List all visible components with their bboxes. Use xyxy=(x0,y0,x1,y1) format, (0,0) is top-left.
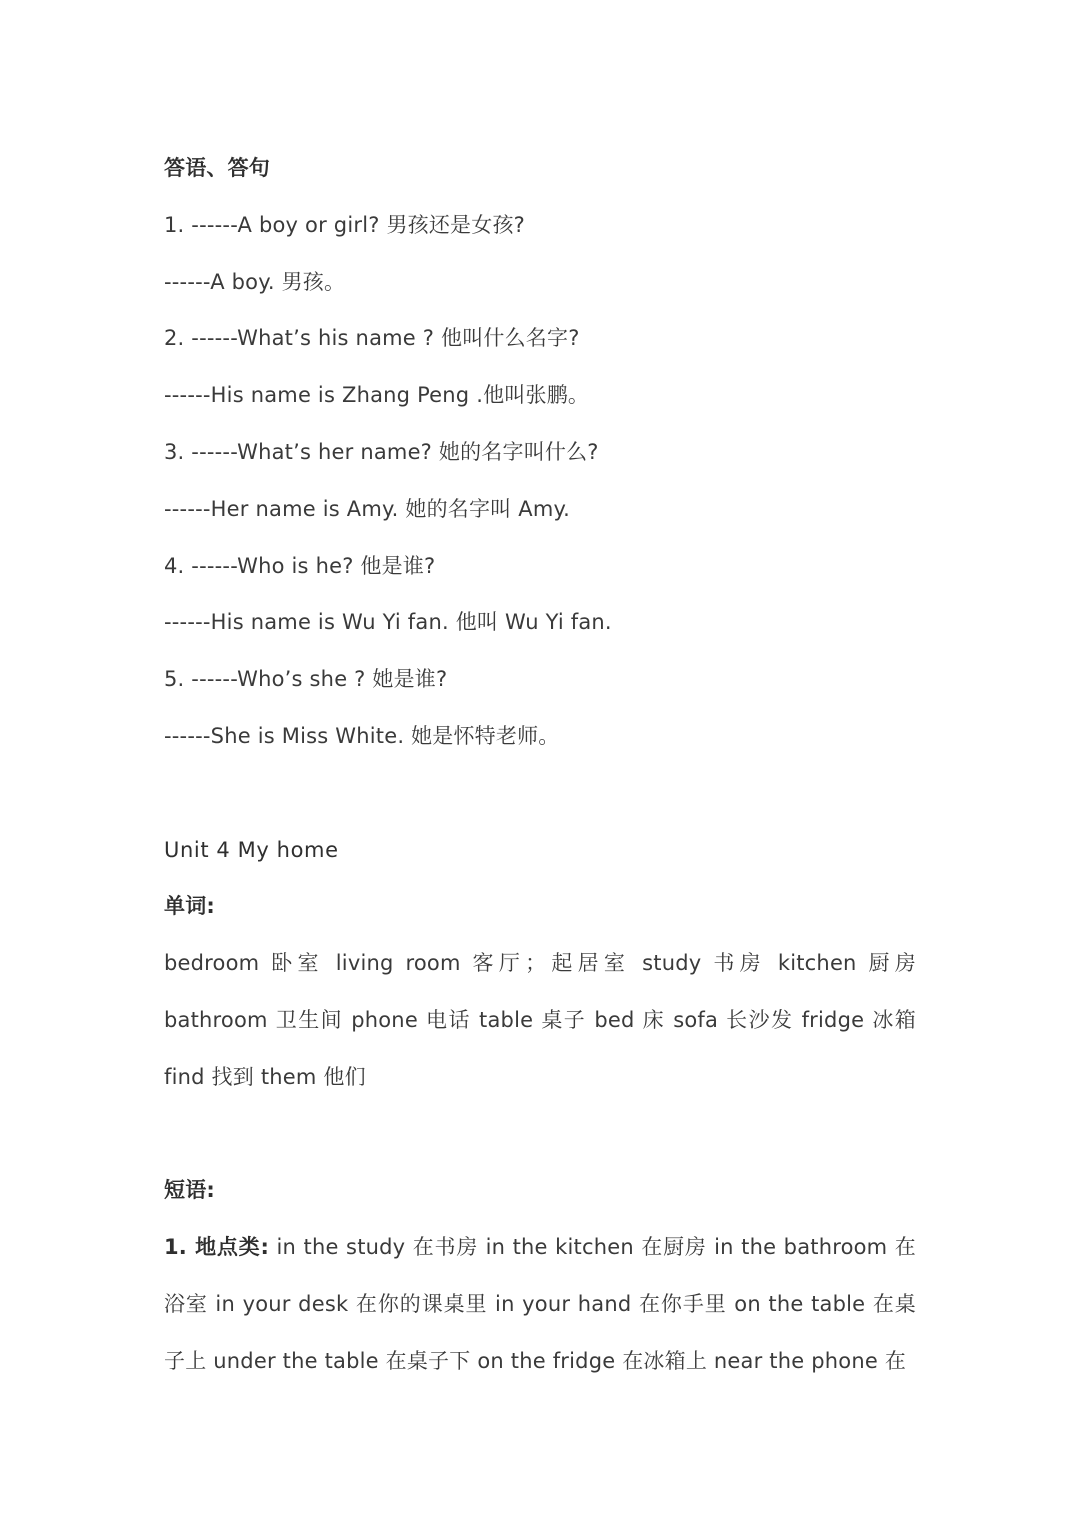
document-page xyxy=(164,140,916,1390)
phrases-paragraph-1 xyxy=(164,1219,916,1389)
dialogue-line-9: 5. ------Who’s she ? 她是谁? xyxy=(164,667,448,692)
dialogue-line-7: 4. ------Who is he? 他是谁? xyxy=(164,553,436,578)
words-paragraph: bedroom 卧室 living room 客厅；起居室 study 书房 kitchen 厨房 bathroom 卫生间 phone 电话 table 桌子 bed 床 sofa 长沙发 fridge 冰箱 find 找到 them 他们 xyxy=(164,951,916,1089)
spacer xyxy=(164,765,916,822)
dialogue-line-2: ------A boy. 男孩。 xyxy=(164,269,346,294)
spacer xyxy=(164,1106,916,1163)
dialogue-line-3: 2. ------What’s his name ? 他叫什么名字? xyxy=(164,326,580,351)
unit-title: Unit 4 My home xyxy=(164,837,339,862)
dialogue-line-10: ------She is Miss White. 她是怀特老师。 xyxy=(164,723,560,748)
phrase-category-text: in the study 在书房 in the kitchen 在厨房 in the bathroom 在浴室 in your desk 在你的课桌里 in your hand 在你手里 on the table 在桌子上 under the table 在桌子下 on the fridge 在冰箱上 near the phone 在 xyxy=(164,1235,916,1373)
dialogue-line-6: ------Her name is Amy. 她的名字叫 Amy. xyxy=(164,496,570,521)
dialogue-line-8: ------His name is Wu Yi fan. 他叫 Wu Yi fan. xyxy=(164,610,612,635)
section-heading-answers: 答语、答句 xyxy=(164,156,270,180)
dialogue-line-1: 1. ------A boy or girl? 男孩还是女孩? xyxy=(164,212,525,237)
words-heading: 单词: xyxy=(164,894,215,919)
dialogue-line-5: 3. ------What’s her name? 她的名字叫什么? xyxy=(164,439,599,464)
phrases-heading: 短语: xyxy=(164,1178,215,1203)
dialogue-line-4: ------His name is Zhang Peng .他叫张鹏。 xyxy=(164,383,590,408)
phrase-category-label: 1. 地点类: xyxy=(164,1235,270,1260)
